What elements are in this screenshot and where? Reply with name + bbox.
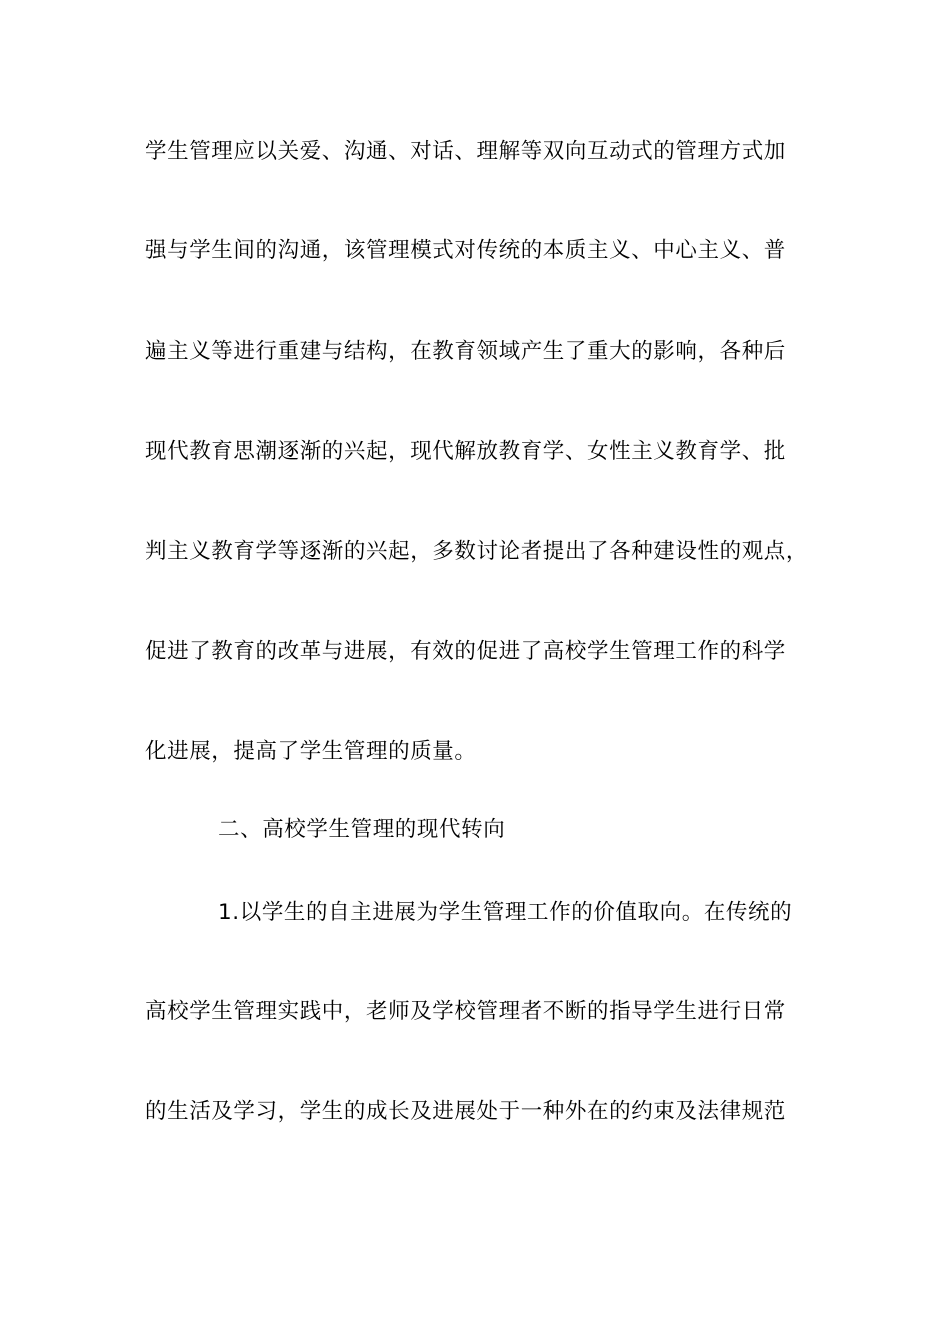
paragraph-line: 高校学生管理实践中，老师及学校管理者不断的指导学生进行日常: [145, 999, 786, 1024]
paragraph-line: 的生活及学习，学生的成长及进展处于一种外在的约束及法律规范: [145, 1099, 786, 1124]
paragraph-line: 遍主义等进行重建与结构，在教育领域产生了重大的影响，各种后: [145, 339, 786, 364]
paragraph-line: 学生管理应以关爱、沟通、对话、理解等双向互动式的管理方式加: [145, 139, 786, 164]
paragraph-line: 判主义教育学等逐渐的兴起，多数讨论者提出了各种建设性的观点，: [145, 539, 809, 564]
section-heading: 二、高校学生管理的现代转向: [218, 817, 506, 842]
paragraph-line: 现代教育思潮逐渐的兴起，现代解放教育学、女性主义教育学、批: [145, 439, 786, 464]
paragraph-line: 1.以学生的自主进展为学生管理工作的价值取向。在传统的: [218, 900, 793, 925]
paragraph-line: 促进了教育的改革与进展，有效的促进了高校学生管理工作的科学: [145, 639, 786, 664]
paragraph-line: 强与学生间的沟通，该管理模式对传统的本质主义、中心主义、普: [145, 238, 786, 263]
paragraph-line: 化进展，提高了学生管理的质量。: [145, 739, 477, 764]
